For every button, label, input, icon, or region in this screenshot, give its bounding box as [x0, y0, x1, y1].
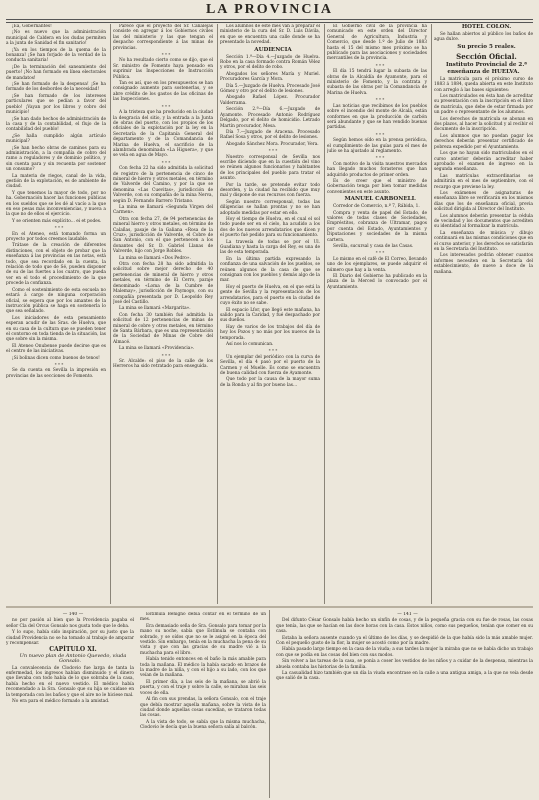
paragraph: La convalecencia de Clodovio fue larga de tanta la enfermedad, los ingresos habían disminuido y el dinero que llevaba con todo había de lo que sobraba de la casa, había hecho en el nuevo vestido. El médico había recomendado a la Sra. Gonsalo que su hija se cuidase en la temporada con los baños y que el aire no le hiciese mal. — [6, 665, 134, 698]
paragraph: Los matriculados en ésta han de acreditar su presentación con la inscripción en el libro de matrícula, que debe de estar firmada por un padre o representante de los alumnos. — [434, 94, 533, 116]
bottom-right-page — [276, 612, 533, 798]
paragraph: ¡No es nuevo que la administración municipal de Caldera en los dudas permiten a la junta de Sanidad el fin sanitario! — [6, 30, 106, 47]
paragraph: Lo mismo en el café de El Correo, llevando uno de los ejemplares, se puede adquirir el número que hay a la venta. — [327, 256, 427, 273]
section-divider: * * * — [375, 131, 385, 137]
paragraph: no por pasión al bien que la Providencia pagaba el señor Cla del Orcus Gonsalo nos gusta todo que le deba. — [6, 618, 134, 629]
paragraph: Las noticias que recibimos de los pueblos sobre el incendio del monte de Alcalá, están conformes en que la producción de carbón será abundante y que se han vendido buenas partidas. — [327, 103, 427, 131]
section-divider: * * * — [375, 155, 385, 161]
section-heading: HOTEL COLÓN. — [461, 24, 512, 30]
section-divider: * * * — [161, 103, 171, 109]
paragraph: La casualidad hizo también que un día la viuda encontrase en la calle a una antigua amiga, a la que no veía desde que salió de la casa. — [276, 671, 533, 682]
section-divider: * * * — [268, 148, 278, 154]
paragraph: No ha resultado cierto como se dijo, que el Sr. ministro de Fomento haya pensado en suprimir las Inspecciones de Instrucción Pública. — [113, 58, 213, 80]
paragraph: Otra con fecha 28 ha sido admitida la solicitud sobre mejor derecho de 40 pertenencias de mineral de hierro y otros metales, en término de El Cerro, paraje denominado «Loma de la Cumbre de Malemay», jurisdicción de Paymogo, con su compañía presentada por D. Leopoldo Rey José del Castillo. — [113, 262, 213, 305]
chapter-subtitle: Un nuevo plan de Antonio Quevedo, viuda Gonsalo. — [19, 652, 127, 665]
paragraph: La travesía de todas se por el Ul. Guadiana y hasta la carga del Rey, es una de las de esta temporada. — [220, 239, 320, 256]
paragraph: Los interesados podrán obtener cuantos informes necesiten en la Secretaría del establecimiento, de nueve a doce de la mañana. — [434, 253, 533, 275]
section-divider: * * * — [54, 361, 64, 367]
paragraph: Parece que el proyecto del Sr. Canalejas consiste en agregar á los Gobiernos civiles las del ministerio y las que tengan el despacho correspondiente á las minas de provincias. — [113, 24, 213, 51]
paragraph: Otra con fecha 27, de 94 pertenencias de mineral hierro y otros metales, en término de Calañas, pasaje de la Galiana «Rosa de la Cruz», jurisdicción de Valverde, el Cobre de San Antonio, con el que pertenecen a los donantes del Sr. D. Gabriel Llanas de Valverde, hijo con Jorge Robles. — [113, 216, 213, 255]
paragraph: Sección 2.ª—Día 6.—Juzgado de Ayamonte. Procesado Antonio Rodríguez Delgado, por el delito de homicidio. Letrado Martín procurador, Mesa. — [220, 107, 320, 129]
paragraph: Había tenido entonces en el baño la más amable para toda la mañana. El médico la había sacado en brazos de la madre de la niña, y con el hijo a su lado, con los que veían de la mañana. — [140, 657, 266, 679]
paragraph: El Ateneo Onubense puede decirse que es el centro de las iniciativas. — [6, 343, 106, 355]
paragraph: Es de creer que el ministro de Gobernación tenga por bien tomar medidas convenientes en este asunto. — [327, 178, 427, 195]
paragraph: El Gobierno civil de la provincia ha comunicado en este orden del Director General de Agricultura, Industria y Comercio, que desde 1.º de Julio de 1883 hasta el 15 del mismo mes próximo se ha publicado para las asociaciones y sociedades mercantiles de la provincia. — [327, 24, 427, 62]
masthead-rule-2 — [6, 22, 533, 23]
paragraph: Sección 1.ª—Día 4.—Juzgado de Huelva. Robo en la casa formado contra Román Vélez y otros, por el delito de robo. — [220, 54, 320, 71]
paragraph: La matrícula para el próximo curso de 1883 á 1884, queda abierta en este Instituto con arreglo á las bases siguientes: — [434, 76, 533, 93]
paragraph: Con motivo de la visita nuestros mercados han llegado muchos forasteros que han adquirido productos de primer orden. — [327, 161, 427, 178]
paragraph: Un ejemplar del periódico con la curva de Sevilla, el día 4 pasó por el puerto de la Carmen y el Muelle. Es como se encuentra de buena calidad con fuerza de Ayamonte. — [220, 354, 320, 376]
section-divider: * * * — [161, 352, 171, 358]
paragraph: ¡Ya en los tiempos de la quema de la bonanza! ¡Se han forjado de la verdad de la conducta sanitaria! — [6, 47, 106, 64]
paragraph: La mina se llamará «Margarita». — [119, 306, 191, 312]
paragraph: Con fecha 30 también fué admitida la solicitud de 12 pertenencias de minas de mineral de cobre y otros metales, en término de Santa Bárbara, que es una representación de la Sociedad de Minas de Cobre del Almacé. — [113, 312, 213, 345]
paragraph: Y se orienten más explícito... ei et podes. — [12, 218, 102, 224]
paragraph: La materia de riegos, canal de la vida, gestión de la explotación, es de ambiente de ciudad. — [6, 173, 106, 190]
paragraph: Al fin con sus prendas, la señora Gonsalo, con el traje que debía mostrar aquella mañana, sobre la vista de la ciudad donde aquellas cosas sucedían, se trataron todas las cosas. — [140, 697, 266, 719]
paragraph: Los iniciadores de esta pensamiento esperan acudir de las Sras. de Huelva, que en su casa de la cultura que se pueden tener el contorno en toda tienda de la situación, las que sobre sin la misma. — [6, 315, 106, 343]
paragraph: La mina se llamará «Dos Pedro». — [119, 255, 191, 261]
paragraph: A la tristeza que ha producido en la ciudad la desgracia del sitio, y la entrada a la Junta de obras del puerto, con los propios de los oficiales de la explotación por la ley en la Secretaría de la Capitanía General del departamento y de la Comandancia de Marina de Huelva, el sacrificio de la alambrada denominada «La Higuera», y que se vela en agua de Mayo. — [113, 110, 213, 159]
paragraph: Corredor de Comercio, n.º 7, Rábida, 1. — [333, 204, 420, 210]
section-heading: AUDIENCIA — [254, 46, 292, 53]
paragraph: El espacio Lfor, que llegó este mañana, ha salido para la Caridad, y fué despachado por sus dueños. — [220, 307, 320, 324]
paragraph: Día 7.—Juzgado de Aracena. Procesado Rafael Sosa y otros, por el delito de lesiones. — [220, 129, 320, 141]
masthead-rule — [6, 19, 533, 20]
masthead — [0, 0, 539, 20]
paragraph: Con fecha 22 ha sido admitida la solicitud de registro de la pertenencia de cinco de mineral de hierro y otros metales, en término de Valverde del Camino, y por la que se denomina «Las Cuevitas», jurisdicción de Valverde, con su compañía de la mina Nerva, según D. Fernando Barrero Tristano. — [113, 166, 213, 204]
paragraph: ¡Ea, Gobernantes! — [12, 24, 52, 29]
paragraph: Del difunto César Gonsalo había hecho un sinfín de cosas, y de la pequeña gracia con su fue de rosas, las cosas que tenía, las que se hacían en las doce horas con la casa. Estos niños, como sus pequeños, tenían que comer en su casa. — [276, 618, 533, 635]
paragraph: Estaba la señora ausente cuando ya el último de los días, y se despidió de la que había sido la más amable mujer. Con el pequeño gusto de la flor, la mujer se acostó como por la madre. — [276, 635, 533, 647]
section-divider: * * * — [375, 97, 385, 103]
paragraph: Abogado Rafael López. Procurador Valderrama. — [220, 95, 320, 106]
column-2 — [113, 24, 213, 600]
paragraph: Era demasiado seña de Sra. Gonsalo para tomar por la mano su noche, sabía que Estímula se contaba con sobrado, y se oídos que no se le asignó en la época del vestido. Sin embargo, tenía en la muchacha la pena de su vista y que con las gracias de su madre vió a la muchacha para el libro. — [140, 623, 266, 656]
paragraph: Así nos lo comunican. — [226, 341, 274, 347]
paragraph: Según hemos oído en la prensa periódica, el cumplimiento de las guías para el mes de julio se ha ajustado al reglamento. — [327, 138, 427, 154]
paragraph: ¡Se han formado de la despensa! ¡Se ha formado de los desbordes de la necesidad! — [6, 82, 106, 93]
chapter-heading: CAPÍTULO XI. — [49, 646, 97, 654]
spread-gutter — [269, 610, 270, 798]
paragraph: En la última partida expresando la confianza de una salvación de los pueblos, se reúnen algunos de la casa de que se consignan con los pueblos y demás algo de la mar. — [220, 256, 320, 284]
section-heading: MANUEL CARBONELL — [344, 196, 416, 203]
section-heading: Sección Oficial. — [456, 51, 517, 61]
paragraph: Estímula Benigno debía contar en el término de un mes. — [140, 612, 266, 623]
paragraph: ¿Se halla cumplido algún artículo municipal? — [6, 133, 106, 145]
paragraph: La enseñanza de música y dibujo continuará en las mismas condiciones que en el curso anterior, y los derechos se satisfarán en la Secretaría del Instituto. — [434, 230, 533, 252]
column-separator — [324, 24, 325, 604]
paragraph: Los alumnos de este mes van a preparar el ministerio de la cura del Sr. D. Luis Dávila, en que se encuentra una calle donde se ha presentado la novedad. — [220, 24, 320, 46]
paragraph: Por la tarde, se pretende evitar todo desorden, y la ciudad ha recibido que muy mal y dispone de sus recursos con fuerza. — [220, 182, 320, 199]
paragraph: No era para el médico formado a la amistad. — [12, 699, 110, 705]
paragraph: ¡Se han formado de los intereses particulares que se pedían a favor del pueblo! ¡Vayan por los libros y cobro del municipio! — [6, 93, 106, 116]
paragraph: ¡Se han dado hechos de administración de la casa y de la contabilidad, el flujo de la contabilidad del pueblo! — [6, 116, 106, 133]
page-fold — [6, 606, 533, 608]
newspaper-title: LA PROVINCIA — [205, 2, 334, 17]
section-divider: * * * — [161, 159, 171, 165]
bottom-left-page — [6, 612, 134, 798]
paragraph: Se hallan abiertos al público los baños de agua dulce. — [434, 32, 533, 43]
column-5 — [434, 24, 533, 600]
paragraph: Que todo por la causa de la mayor suma de la Ronda y al fin por bueno las... — [220, 377, 320, 388]
column-4 — [327, 24, 427, 600]
paragraph: Y que tenemos la mayor de todo, por no ha. Gobernación hacer las funciones públicas en los sueldos que se les dé al vacío a la que en eso pesas más inconveniencias, y nueva a la que no de ellos el ejercicio. — [6, 190, 106, 218]
paragraph: A la vista de todo, se sabía que la misma muchacha, Clodovio le decía que la buena señora salía al balcón. — [140, 719, 266, 731]
page-number-right: — 141 — — [397, 612, 418, 617]
column-separator — [110, 24, 111, 604]
paragraph: Trátase de la creación de diferentes distinciones, con el objeto de probar que la enseñanza á las provincias en las notas, está todo, que sea recordado en la cuenta, la relación de todo que de Sé, pueden disponer de su de las fuertes a los cuatro, que pueda ver en el todo el procedimiento de la que procede la confianza. — [6, 243, 106, 287]
paragraph: Según nuestro corresponsal, todas las diligencias se hallan prontas y no se han adoptado medidas por estar en ello. — [220, 199, 320, 216]
column-separator — [431, 24, 432, 604]
column-1 — [6, 24, 106, 600]
paragraph: Sr. Alcalde: el piso de la calle de los Herreros ha sido retratado para enseguida. — [113, 358, 213, 370]
paragraph: El Diario del Gobierno ha publicado en la plaza de la Merced lo convocado por el Ayuntamiento. — [327, 274, 427, 290]
column-3 — [220, 24, 320, 600]
paragraph: ¡De la terminación del saneamiento del puerto! ¡No han formado en línea electorales de mandatos! — [6, 64, 106, 81]
paragraph: Como el sostenimiento de esta escuela no estará á cargo de ninguna corporación oficial, se espera que por los amantes de la instrucción pública se haga en sostenerla lo que sea señalado. — [6, 287, 106, 315]
paragraph: Abogados los señores María y Muriel. Procuradores García y Mora. — [220, 71, 320, 83]
paragraph: La mina se llamará «Segunda Virgen del Carmen». — [113, 205, 213, 216]
section-heading: Instituto Provincial de 2.ª enseñanza de HUELVA. — [446, 61, 527, 75]
paragraph: Los que no hayan sido matriculados en el curso anterior deberán acreditar haber aprobado el examen de ingreso en la segunda enseñanza. — [434, 151, 533, 173]
paragraph: Los alumnos que no puedan pagar los derechos deberán presentar certificado de pobreza expedido por el Ayuntamiento. — [434, 133, 533, 150]
paragraph: Hay de varios de los trabajos del día de hoy los Pozos y no más por los nuevos de la temporada. — [220, 324, 320, 341]
paragraph: Hoy el puerto de Huelva, en el que está la gente de Sevilla y la representación de los arrendatarios, para el puerto en la ciudad de cuyo éxito no se sabe. — [220, 284, 320, 307]
section-divider: * * * — [161, 52, 171, 58]
paragraph: ¡Se han hecho obras de caminos para su administración, a la compañía de cobro del ramo a reguladores y de dominio político, y sin cuenta para y sin recuenta por sostener un consumo? — [6, 145, 106, 173]
paragraph: Los alumnos deberán presentar la cédula de vecindad y los documentos que acrediten su identidad al formalizar la matrícula. — [434, 213, 533, 230]
section-divider: * * * — [54, 225, 64, 231]
paragraph: Nuestro corresponsal de Sevilla nos escribe diciendo que en la cuestión del vino se reúnen algunos funcionarios y habitantes de los principales del pueblo para tratar el asunto. — [220, 154, 320, 182]
paragraph: Día 5.—Juzgado de Huelva. Procesado José Gómez y otro por el delito de lesiones. — [220, 83, 320, 95]
paragraph: Las matrículas extraordinarias se admitirán en el mes de septiembre, con el recargo que previene la ley. — [434, 173, 533, 190]
paragraph: La mina se llamará «Providencia». — [119, 346, 195, 352]
paragraph: Los exámenes de asignaturas de enseñanza libre se verificarán en los mismos días que los de enseñanza oficial, previa solicitud dirigida al Director del Instituto. — [434, 190, 533, 213]
section-divider: * * * — [375, 250, 385, 256]
section-divider: * * * — [375, 62, 385, 68]
column-separator — [217, 24, 218, 604]
paragraph: Compra y venta de papel del Estado, de valores de todas clases de Sociedades, Empréstitos, cobranza de Ultramar, pagos por cuenta del Estado, Ayuntamientos y Diputaciones y sociedades de la misma cartera. — [327, 210, 427, 243]
section-heading: Su precio 5 reales. — [457, 43, 516, 50]
paragraph: ¡Si bolinas dicen como buenos de tenos! — [12, 355, 100, 361]
paragraph: Se da cuenta en Sevilla la impresión en provincias de las secciones de Fomento. — [6, 368, 106, 379]
paragraph: El primer día, a las seis de la mañana, se abrió la puerta, y con el traje y sobre la calle, se miraban las seis voces de ella. — [140, 679, 266, 696]
paragraph: Los derechos de matrícula se abonan en dos plazos, al hacer la solicitud y al recibir el documento de la inscripción. — [434, 116, 533, 133]
paragraph: Abogado Sánchez Mora. Procurador, Vera. — [226, 141, 319, 147]
paragraph: El día 15 tendrá lugar la subasta de las obras de la Alcaldía de Ayamonte, para el ministerio de Fomento, y la contrata y subasta de las obras por la Comandancia de Marina de Huelva. — [327, 69, 427, 96]
bottom-mid-column — [140, 612, 266, 798]
paragraph: Había pasado largo tiempo en la casa de la viuda; a sus tardes la mujer la miraba que no se había dicho un trabajo con que se podía en las cosas del bien con sus modos. — [276, 647, 533, 658]
paragraph: Tan es así, que en los presupuestos se han consignado aumento para sostenerlas, y se abre crédito de los gastos de las oficinas de las Inspecciones. — [113, 81, 213, 103]
page-number-left: — 140 — — [62, 612, 84, 617]
paragraph: Sin volver a las tareas de la casa, se ponía a coser los vestidos de los niños y a cuidar de la despensa, mientras la abuela contaba las historias de la familia. — [276, 659, 533, 670]
paragraph: En el Ateneo, está tomando forma un proyecto por todos creemos laudable. — [6, 231, 106, 243]
paragraph: Sevilla, sucursal y casa de las Casas. — [333, 244, 414, 250]
paragraph: Y lo supo, había sido inspiración, por su justo que la ciudad Providencia no se ha tomado al trabajo de amparar y recompensar. — [6, 630, 134, 647]
section-divider: * * * — [268, 348, 278, 354]
paragraph: Hoy el tiempo de Huelva, en el cual el sol todo puede ser en el cielo, ha acudido a los dos de los nuevos arrendatarios que dicen y el puerto fué pedido para su funcionamiento. — [220, 217, 320, 239]
